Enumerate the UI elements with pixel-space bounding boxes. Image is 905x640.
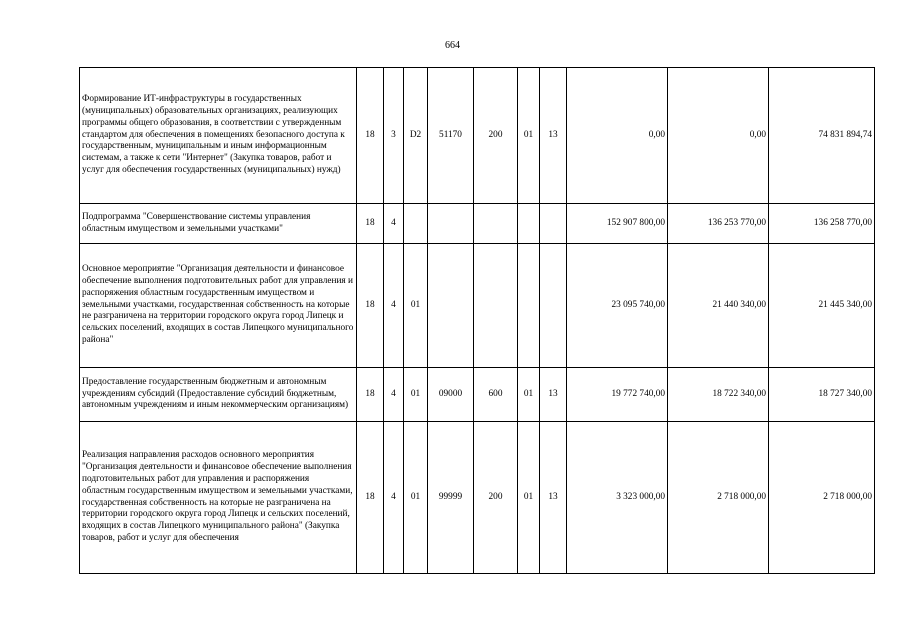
code-expense-type: 200 <box>474 422 518 574</box>
code-subsection: 13 <box>540 422 567 574</box>
amount-year-2: 2 718 000,00 <box>668 422 769 574</box>
amount-year-2: 136 253 770,00 <box>668 204 769 244</box>
code-section <box>518 244 540 368</box>
code-direction <box>428 244 474 368</box>
table-row <box>80 244 875 368</box>
row-description: Подпрограмма "Совершенствование системы управления областным имуществом и земельными участками" <box>80 204 357 244</box>
code-event: 01 <box>404 422 428 574</box>
amount-year-1: 0,00 <box>567 68 668 204</box>
amount-year-1: 152 907 800,00 <box>567 204 668 244</box>
code-admin: 18 <box>357 422 384 574</box>
code-subprogram: 4 <box>384 422 404 574</box>
table-row <box>80 422 875 574</box>
code-event: 01 <box>404 368 428 422</box>
row-description: Основное мероприятие "Организация деятельности и финансовое обеспечение выполнения подготовительных работ для управления и распоряжения областным государственным имуществом и земельными участками, государственная собственность на которые не разграничена на территории городского округа город Липецк и сельских поселений, входящих в состав Липецкого муниципального района" <box>80 244 357 368</box>
row-description: Формирование ИТ-инфраструктуры в государственных (муниципальных) образовательных организациях, реализующих программы общего образования, в соответствии с утвержденным стандартом для обеспечения в помещениях безопасного доступа к государственным, муниципальным и иным информационным системам, а также к сети "Интернет" (Закупка товаров, работ и услуг для обеспечения государственных (муниципальных) нужд) <box>80 68 357 204</box>
page-number: 664 <box>445 40 460 51</box>
code-subprogram: 3 <box>384 68 404 204</box>
row-description: Предоставление государственным бюджетным и автономным учреждениям субсидий (Предоставление субсидий бюджетным, автономным учреждениям и иным некоммерческим организациям) <box>80 368 357 422</box>
code-section: 01 <box>518 422 540 574</box>
code-admin: 18 <box>357 368 384 422</box>
amount-year-2: 21 440 340,00 <box>668 244 769 368</box>
code-direction: 09000 <box>428 368 474 422</box>
budget-table <box>79 67 875 574</box>
code-event <box>404 204 428 244</box>
amount-year-3: 74 831 894,74 <box>769 68 875 204</box>
code-expense-type <box>474 244 518 368</box>
code-expense-type: 200 <box>474 68 518 204</box>
amount-year-3: 18 727 340,00 <box>769 368 875 422</box>
code-section <box>518 204 540 244</box>
code-direction <box>428 204 474 244</box>
code-subsection: 13 <box>540 368 567 422</box>
code-section: 01 <box>518 68 540 204</box>
code-admin: 18 <box>357 204 384 244</box>
row-description: Реализация направления расходов основного мероприятия "Организация деятельности и финансовое обеспечение выполнения подготовительных работ для управления и распоряжения областным государственным имуществом и земельными участками, государственная собственность на которые не разграничена на территории городского округа город Липецк и сельских поселений, входящих в состав Липецкого муниципального района" (Закупка товаров, работ и услуг для обеспечения <box>80 422 357 574</box>
amount-year-3: 2 718 000,00 <box>769 422 875 574</box>
code-event: 01 <box>404 244 428 368</box>
table-row <box>80 68 875 204</box>
code-subprogram: 4 <box>384 204 404 244</box>
table-row <box>80 204 875 244</box>
code-subsection <box>540 244 567 368</box>
amount-year-1: 19 772 740,00 <box>567 368 668 422</box>
code-section: 01 <box>518 368 540 422</box>
code-subsection <box>540 204 567 244</box>
code-subprogram: 4 <box>384 244 404 368</box>
amount-year-1: 3 323 000,00 <box>567 422 668 574</box>
code-admin: 18 <box>357 68 384 204</box>
code-subsection: 13 <box>540 68 567 204</box>
code-expense-type <box>474 204 518 244</box>
code-admin: 18 <box>357 244 384 368</box>
code-direction: 51170 <box>428 68 474 204</box>
amount-year-2: 18 722 340,00 <box>668 368 769 422</box>
amount-year-2: 0,00 <box>668 68 769 204</box>
code-direction: 99999 <box>428 422 474 574</box>
amount-year-3: 21 445 340,00 <box>769 244 875 368</box>
amount-year-3: 136 258 770,00 <box>769 204 875 244</box>
amount-year-1: 23 095 740,00 <box>567 244 668 368</box>
code-subprogram: 4 <box>384 368 404 422</box>
code-expense-type: 600 <box>474 368 518 422</box>
code-event: D2 <box>404 68 428 204</box>
table-row <box>80 368 875 422</box>
